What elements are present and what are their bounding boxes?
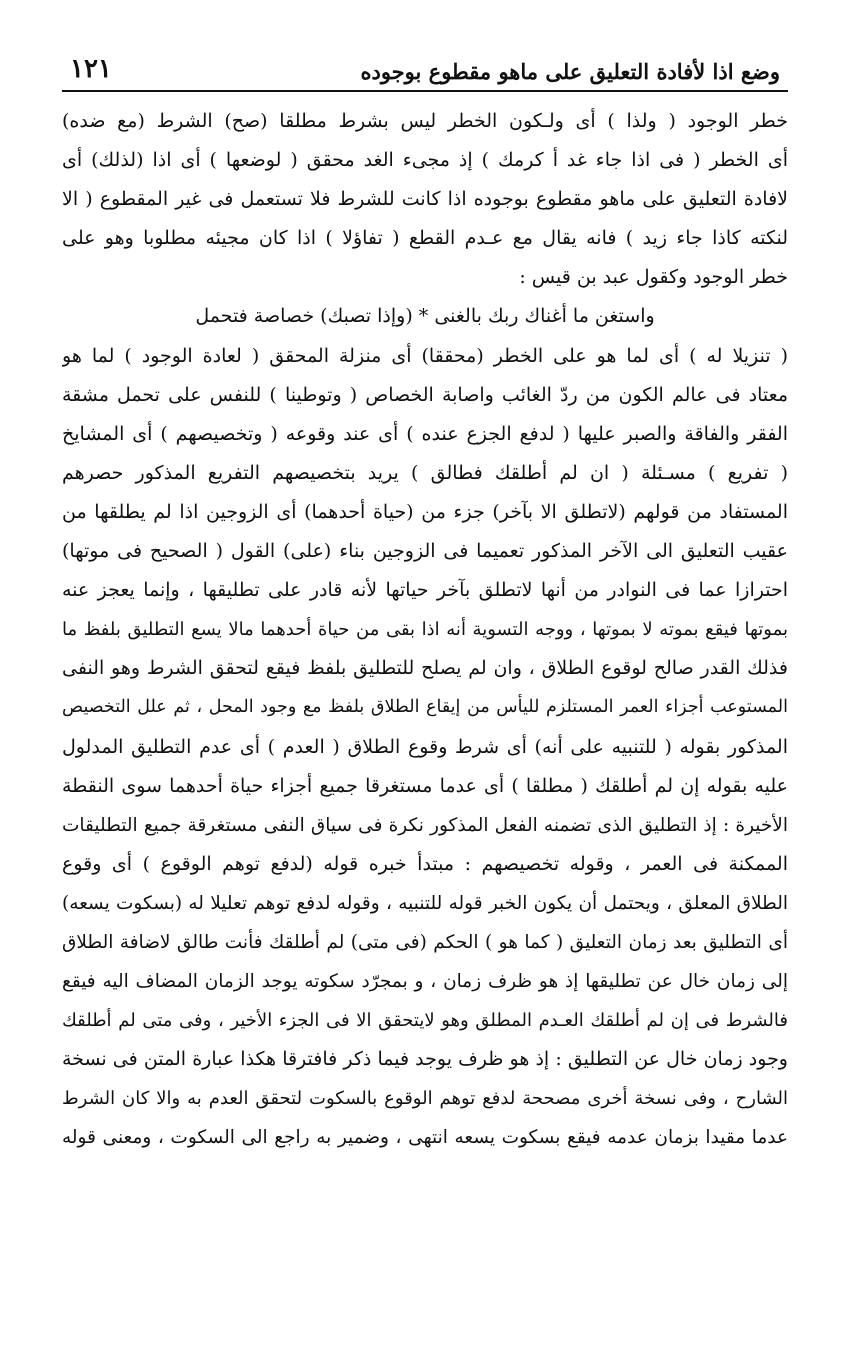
text-body xyxy=(62,102,788,1158)
text-line: الأخيرة : إذ التطليق الذى تضمنه الفعل المذكور نكرة فى سياق النفى مستغرقة جميع التطليقات xyxy=(62,814,788,836)
text-line: ( تنزيلا له ) أى لما هو على الخطر (محققا) أى منزلة المحقق ( لعادة الوجود ) لما هو xyxy=(62,344,788,367)
text-line: لنكته كاذا جاء زيد ) فانه يقال مع عـدم القطع ( تفاؤلا ) اذا كان مجيئه مطلوبا وهو على xyxy=(62,227,788,250)
header-rule xyxy=(62,90,788,92)
text-line: المستوعب أجزاء العمر المستلزم لليأس من إيقاع الطلاق بلفظ مع وجود المحل ، ثم علل التخصيص xyxy=(62,697,788,718)
text-line: أى التطليق بعد زمان التعليق ( كما هو ) الحكم (فى متى) لم أطلقك فأنت طالق لاضافة الطلاق xyxy=(62,931,788,953)
text-line: معتاد فى عالم الكون من ردّ الغائب واصابة الخصاص ( وتوطينا ) للنفس على تحمل مشقة xyxy=(62,383,788,406)
text-line: لافادة التعليق على ماهو مقطوع بوجوده اذا كانت للشرط فلا تستعمل فى غير المقطوع ( الا xyxy=(62,188,788,211)
text-line: إلى زمان خال عن تطليقها إذ هو ظرف زمان ، و بمجرّد سكوته يوجد الزمان المضاف اليه فيقع xyxy=(62,971,788,993)
text-line: الطلاق المعلق ، ويحتمل أن يكون الخبر قوله للتنبيه ، وقوله لدفع توهم تعليلا له (بسكوت يسعه) xyxy=(62,892,788,914)
text-line: المستفاد من قولهم (لاتطلق الا بآخر) جزء من (حياة أحدهما) أى الزوجين اذا لم يطلقها من xyxy=(62,500,788,523)
verse-line: واستغن ما أغناك ربك بالغنى * (وإذا تصبك) خصاصة فتحمل xyxy=(195,305,655,328)
text-line: وجود زمان خال عن التطليق : إذ هو ظرف يوجد فيما ذكر فافترقا هكذا عبارة المتن فى نسخة xyxy=(62,1048,788,1071)
text-line: خطر الوجود وكقول عبد بن قيس : xyxy=(519,266,788,289)
running-title: وضع اذا لأفادة التعليق على ماهو مقطوع بوجوده xyxy=(360,59,780,84)
page-number: ١٢١ xyxy=(70,54,112,84)
text-line: عقيب التعليق الى الآخر المذكور تعميما فى الزوجين بناء (على) القول ( الصحيح فى موتها) xyxy=(62,540,788,563)
text-line: عدما مقيدا بزمان عدمه فيقع بسكوت يسعه انتهى ، وضمير به راجع الى السكوت ، ومعنى قوله xyxy=(62,1127,788,1149)
text-line: أى الخطر ( فى اذا جاء غد أ كرمك ) إذ مجىء الغد محقق ( لوضعها ) أى اذا (لذلك) أى xyxy=(62,149,788,172)
text-line: الشارح ، وفى نسخة أخرى مصححة لدفع توهم الوقوع بالسكوت لتحقق العدم به والا كان الشرط xyxy=(62,1088,788,1110)
page-header xyxy=(62,40,788,84)
text-line: عليه بقوله إن لم أطلقك ( مطلقا ) أى عدما مستغرقا جميع أجزاء حياة أحدهما سوى النقطة xyxy=(62,774,788,797)
text-line: المذكور بقوله ( للتنبيه على أنه) أى شرط وقوع الطلاق ( العدم ) أى عدم التطليق المدلول xyxy=(62,735,788,758)
text-line: الفقر والفاقة والصبر عليها ( لدفع الجزع عنده ) أى عند وقوعه ( وتخصيصهم ) أى المشايخ xyxy=(62,422,788,445)
text-line: فذلك القدر صالح لوقوع الطلاق ، وان لم يصلح للتطليق بلفظ فيقع لتحقق الشرط وهو النفى xyxy=(62,657,788,680)
text-line: بموتها فيقع بموته لا بموتها ، ووجه التسوية أنه اذا بقى من حياة أحدهما مالا يسع التطليق بلفظ ما xyxy=(62,619,788,641)
text-line: فالشرط فى إن لم أطلقك العـدم المطلق وهو لايتحقق الا فى الجزء الأخير ، وفى متى لم أطلقك xyxy=(62,1010,788,1032)
text-line: خطر الوجود ( ولذا ) أى ولـكون الخطر ليس بشرط مطلقا (صح) الشرط (مع ضده) xyxy=(62,110,788,132)
text-line: احترازا عما فى النوادر من أنها لاتطلق بآخر حياتها لأنه قادر على تطليقها ، وإنما يعجز عنه xyxy=(62,579,788,602)
text-line: ( تفريع ) مسـئلة ( ان لم أطلقك فطالق ) يريد بتخصيصهم التفريع المذكور حصرهم xyxy=(62,461,788,484)
text-line: الممكنة فى العمر ، وقوله تخصيصهم : مبتدأ خبره قوله (لدفع توهم الوقوع ) أى وقوع xyxy=(62,852,788,875)
